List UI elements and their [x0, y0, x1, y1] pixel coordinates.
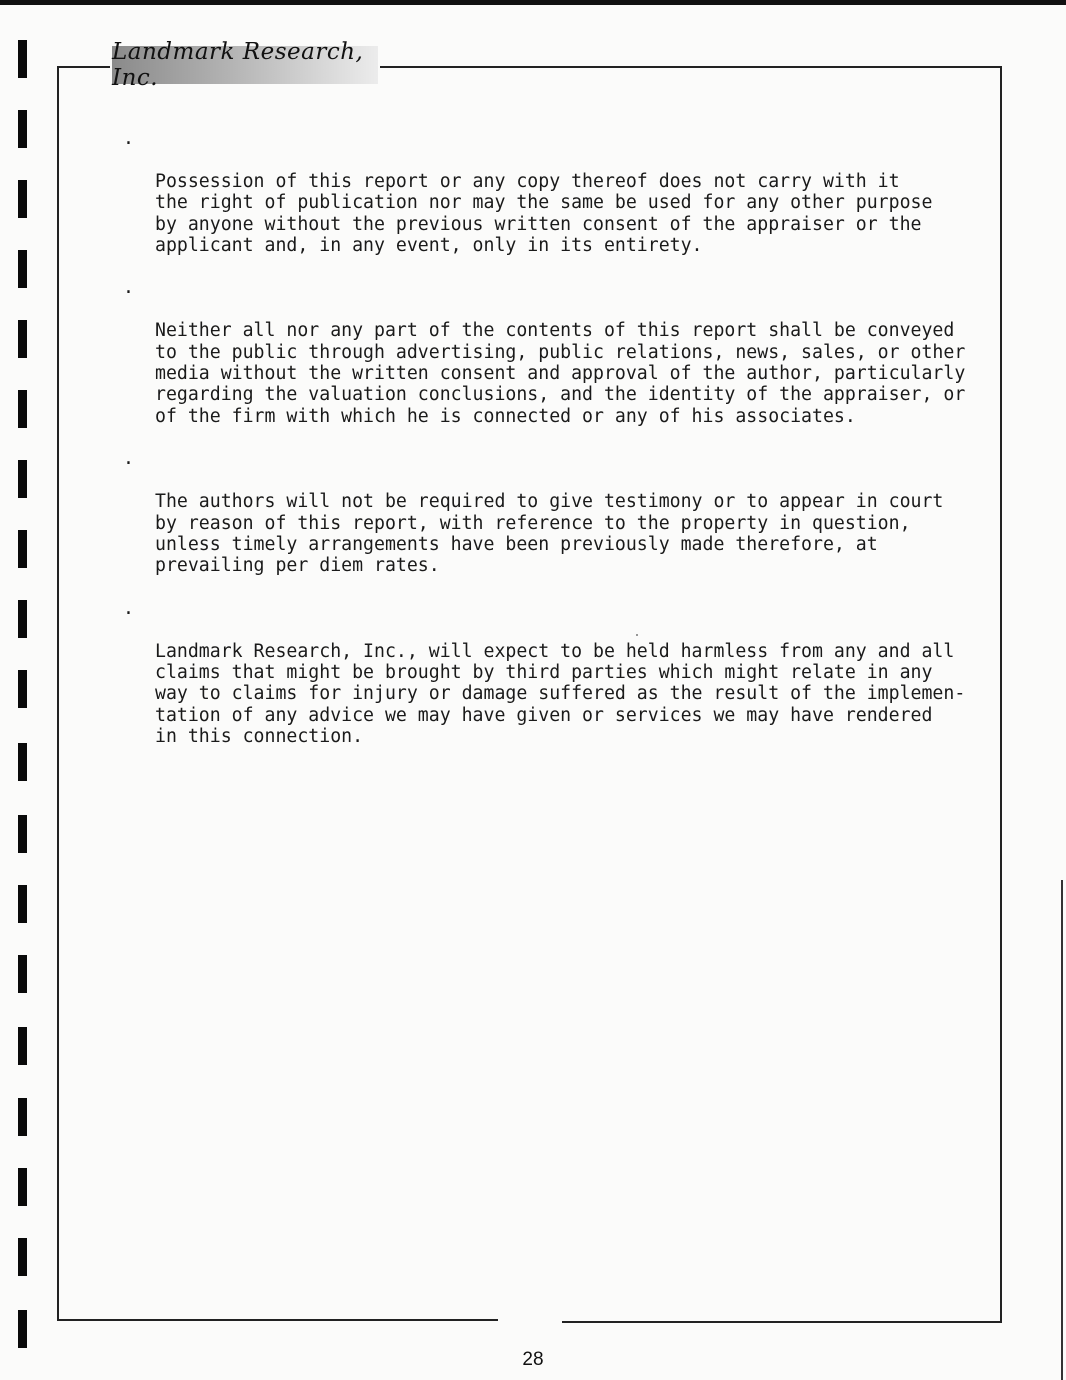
limiting-conditions-list: [118, 128, 988, 769]
clause-text: The authors will not be required to give testimony or to appear in court by reason of this report, with reference to the property in question, unless timely arrangements have been previously made therefore, at prevailing per diem rates.: [155, 491, 944, 577]
frame-bottom-right-rule: [562, 1321, 1002, 1323]
clause-text: Landmark Research, Inc., will expect to be held harmless from any and all claims that might be brought by third parties which might relate in any way to claims for injury or damage suffered as the result of the implemen- tation of any advice we may have given or services we may have rendered in this connection.: [155, 640, 966, 748]
frame-right-rule: [1000, 66, 1002, 1323]
page-edge-line: [1061, 880, 1063, 1380]
clause-hold-harmless: [118, 598, 988, 748]
frame-top-left-rule: [57, 66, 110, 68]
frame-top-right-rule: [380, 66, 1002, 68]
binding-mark: [18, 320, 27, 358]
binding-mark: [18, 1238, 27, 1276]
binding-mark: [18, 955, 27, 993]
binding-mark: [18, 1310, 27, 1348]
company-logo: [112, 39, 378, 91]
clause-public-disclosure: [118, 277, 988, 427]
bullet-point: .: [123, 277, 134, 299]
bullet-point: .: [123, 597, 134, 619]
binding-mark: [18, 40, 27, 78]
clause-text: Neither all nor any part of the contents of this report shall be conveyed to the public through advertising, public relations, news, sales, or other media without the written consent and approval of the author, particularly regarding the valuation conclusions, and the identity of the appraiser, or of the firm with which he is connected or any of his associates.: [155, 320, 966, 427]
frame-left-rule: [57, 66, 59, 1320]
binding-mark: [18, 670, 27, 708]
binding-mark: [18, 815, 27, 853]
bullet-point: .: [123, 128, 134, 149]
clause-text: Possession of this report or any copy thereof does not carry with it the right of publication nor may the same be used for any other purpose by anyone without the previous written consent of the appraiser or the applicant and, in any event, only in its entirety.: [155, 170, 933, 257]
binding-mark: [18, 743, 27, 781]
binding-mark: [18, 530, 27, 568]
clause-publication-rights: [118, 128, 988, 256]
binding-holes: [18, 0, 28, 1380]
binding-mark: [18, 885, 27, 923]
binding-mark: [18, 390, 27, 428]
frame-bottom-left-rule: [57, 1319, 498, 1321]
binding-mark: [18, 180, 27, 218]
binding-mark: [18, 110, 27, 148]
binding-mark: [18, 1168, 27, 1206]
binding-mark: [18, 460, 27, 498]
bullet-point: .: [123, 448, 134, 470]
top-edge-rule: [0, 0, 1066, 5]
logo-text: Landmark Research, Inc.: [112, 39, 364, 91]
clause-testimony: [118, 448, 988, 576]
binding-mark: [18, 1027, 27, 1065]
binding-mark: [18, 1098, 27, 1136]
binding-mark: [18, 600, 27, 638]
scan-speck: [636, 634, 638, 636]
binding-mark: [18, 250, 27, 288]
page-number: 28: [522, 1349, 544, 1370]
